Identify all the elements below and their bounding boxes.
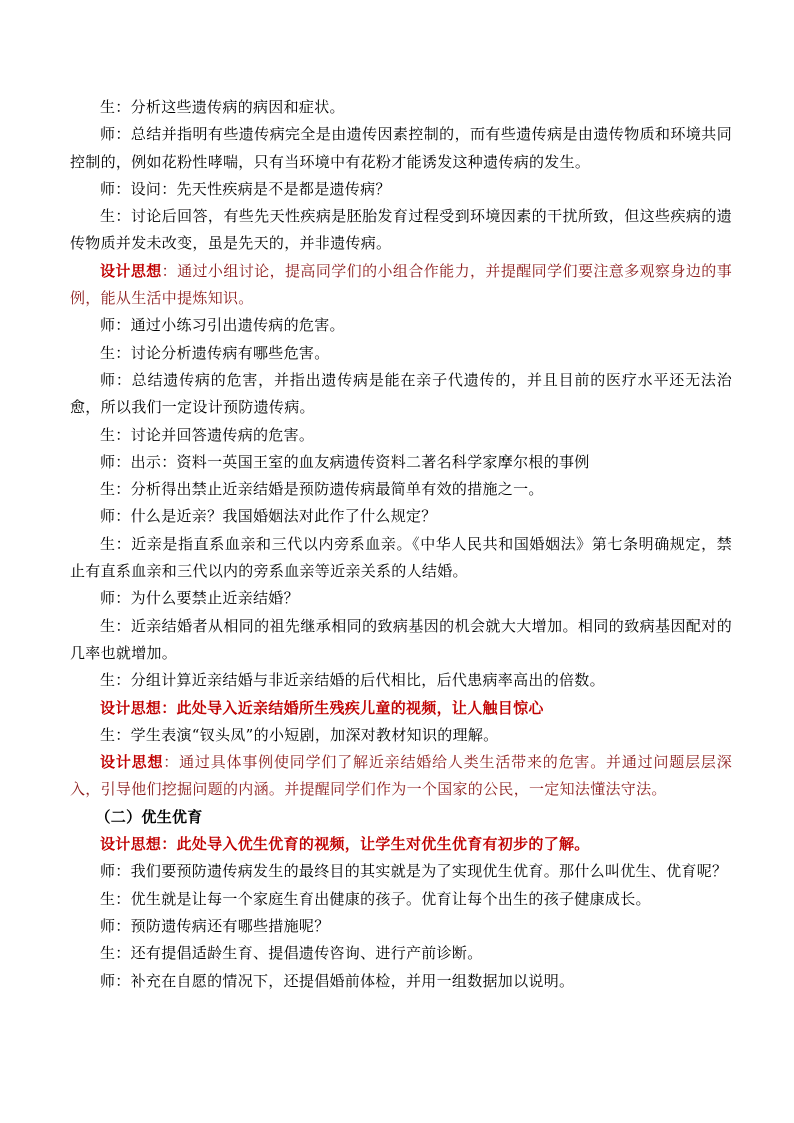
- paragraph-teacher-kin-question: 师：什么是近亲？我国婚姻法对此作了什么规定？: [100, 507, 437, 526]
- paragraph-teacher-question: 师：设问：先天性疾病是不是都是遗传病？: [100, 179, 391, 198]
- paragraph-teacher-why: 师：为什么要禁止近亲结婚？: [100, 589, 299, 608]
- paragraph-student-conclusion: 生：分析得出禁止近亲结婚是预防遗传病最简单有效的措施之一。: [100, 480, 544, 499]
- document-body: [70, 94, 732, 995]
- design-label: 设计思想: [100, 261, 162, 280]
- paragraph-student-play: 生：学生表演“钗头凤”的小短剧，加深对教材知识的理解。: [100, 725, 499, 744]
- design-note-video-kin: [70, 695, 732, 722]
- paragraph-teacher-summary: 师：总结并指明有些遗传病完全是由遗传因素控制的，而有些遗传病是由遗传物质和环境共同控制的，例如花粉性哮喘，只有当环境中有花粉才能诱发这种遗传病的发生。: [70, 125, 732, 171]
- paragraph-teacher-measures: 师：预防遗传病还有哪些措施呢？: [100, 916, 330, 935]
- design-label: 设计思想: [100, 835, 162, 854]
- paragraph-student-calculate: 生：分组计算近亲结婚与非近亲结婚的后代相比，后代患病率高出的倍数。: [100, 671, 605, 690]
- design-label: 设计思想: [100, 698, 162, 717]
- design-note-video-eugenics: [70, 831, 732, 858]
- paragraph-student-analyze: 生：分析这些遗传病的病因和症状。: [100, 98, 345, 116]
- paragraph-teacher-materials: 师：出示：资料一英国王室的血友病遗传资料二著名科学家摩尔根的事例: [100, 452, 590, 471]
- paragraph-student-eugenics: 生：优生就是让每一个家庭生育出健康的孩子。优育让每个出生的孩子健康成长。: [100, 889, 651, 908]
- design-note-examples: [70, 749, 732, 804]
- design-note-group-discussion: [70, 258, 732, 313]
- paragraph-teacher-exercise: 师：通过小练习引出遗传病的危害。: [100, 316, 345, 335]
- design-text: ：此处导入优生优育的视频，让学生对优生优育有初步的了解。: [161, 835, 590, 854]
- paragraph-teacher-harm: 师：总结遗传病的危害，并指出遗传病是能在亲子代遗传的，并且目前的医疗水平还无法治愈，所以我们一定设计预防遗传病。: [70, 370, 732, 417]
- paragraph-student-why: 生：近亲结婚者从相同的祖先继承相同的致病基因的机会就大大增加。相同的致病基因配对的几率也就增加。: [70, 616, 732, 662]
- section-heading-eugenics: （二）优生优育: [95, 807, 203, 826]
- paragraph-student-harm: 生：讨论并回答遗传病的危害。: [100, 425, 315, 444]
- paragraph-teacher-checkup: 师：补充在自愿的情况下，还提倡婚前体检，并用一组数据加以说明。: [100, 971, 575, 990]
- paragraph-student-measures: 生：还有提倡适龄生育、提倡遗传咨询、进行产前诊断。: [100, 944, 483, 963]
- design-text: ：通过具体事例使同学们了解近亲结婚给人类生活带来的危害。并通过问题层层深入，引导他们挖掘问题的内涵。并提醒同学们作为一个国家的公民，一定知法懂法守法。: [70, 753, 732, 799]
- paragraph-teacher-eugenics: 师：我们要预防遗传病发生的最终目的其实就是为了实现优生优育。那什么叫优生、优育呢？: [100, 862, 728, 881]
- design-text: ：通过小组讨论，提高同学们的小组合作能力，并提醒同学们要注意多观察身边的事例，能从生活中提炼知识。: [70, 261, 732, 308]
- design-label: 设计思想: [100, 753, 164, 772]
- design-text: ：此处导入近亲结婚所生残疾儿童的视频，让人触目惊心: [161, 698, 544, 717]
- paragraph-student-kin-definition: 生：近亲是指直系血亲和三代以内旁系血亲。《中华人民共和国婚姻法》第七条明确规定，禁止有直系血亲和三代以内的旁系血亲等近亲关系的人结婚。: [70, 534, 732, 581]
- paragraph-student-answer: 生：讨论后回答，有些先天性疾病是胚胎发育过程受到环境因素的干扰所致，但这些疾病的遗传物质并发未改变，虽是先天的，并非遗传病。: [70, 207, 732, 253]
- paragraph-student-discuss: 生：讨论分析遗传病有哪些危害。: [100, 343, 330, 362]
